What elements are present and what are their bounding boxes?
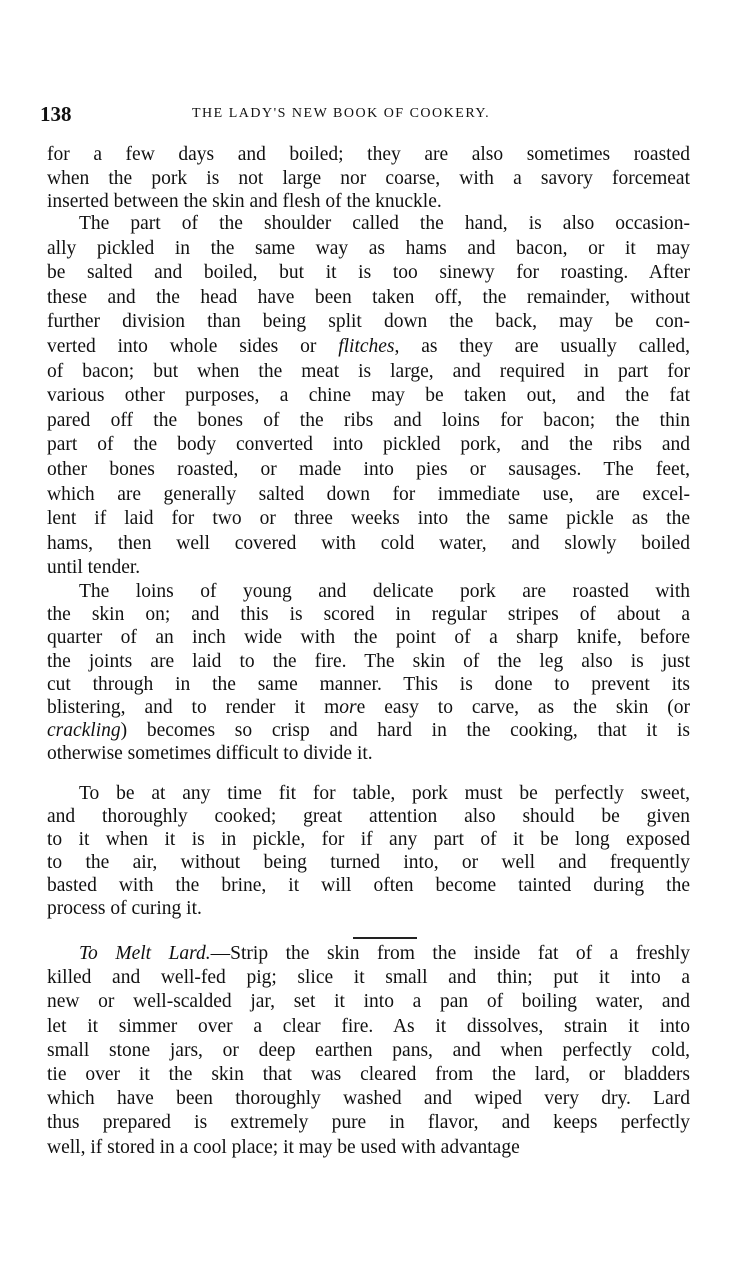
text-line: blistering, and to render it more easy to carve, as the skin (or	[47, 696, 690, 718]
text-line: the joints are laid to the fire. The skin of the leg also is just	[47, 650, 690, 672]
running-title: THE LADY'S NEW BOOK OF COOKERY.	[192, 106, 491, 121]
text-line: The loins of young and delicate pork are roasted with	[79, 581, 690, 602]
text-line: ally pickled in the same way as hams and bacon, or it may	[47, 237, 690, 259]
text-line: other bones roasted, or made into pies or sausages. The feet,	[47, 458, 690, 480]
text-line: for a few days and boiled; they are also sometimes roasted	[47, 144, 690, 165]
text-line: thus prepared is extremely pure in flavor, and keeps perfectly	[47, 1112, 690, 1134]
text-line: part of the body converted into pickled pork, and the ribs and	[47, 434, 690, 456]
text-line: process of curing it.	[47, 898, 202, 919]
text-line: new or well-scalded jar, set it into a pan of boiling water, and	[47, 991, 690, 1013]
text-line: crackling) becomes so crisp and hard in the cooking, that it is	[47, 720, 690, 742]
text-line: killed and well-fed pig; slice it small and thin; put it into a	[47, 967, 690, 989]
text-line: lent if laid for two or three weeks into the same pickle as the	[47, 508, 690, 530]
text-line: cut through in the same manner. This is done to prevent its	[47, 673, 690, 695]
text-line: various other purposes, a chine may be taken out, and the fat	[47, 385, 690, 407]
text-line: hams, then well covered with cold water, and slowly boiled	[47, 532, 690, 554]
text-line: which are generally salted down for immediate use, are excel-	[47, 483, 690, 505]
paragraph	[47, 143, 690, 214]
text-line: let it simmer over a clear fire. As it dissolves, strain it into	[47, 1015, 690, 1037]
text-line: to it when it is in pickle, for if any part of it be long exposed	[47, 829, 690, 850]
text-line: To Melt Lard.—Strip the skin from the inside fat of a freshly	[79, 943, 690, 964]
text-line: well, if stored in a cool place; it may be used with advantage	[47, 1136, 520, 1158]
text-line: of bacon; but when the meat is large, and required in part for	[47, 360, 690, 382]
text-line: The part of the shoulder called the hand, is also occasion-	[79, 213, 690, 234]
text-line: inserted between the skin and flesh of the knuckle.	[47, 191, 442, 212]
paragraph	[47, 782, 690, 920]
text-line: quarter of an inch wide with the point of a sharp knife, before	[47, 627, 690, 649]
paragraph	[47, 212, 690, 581]
text-line: when the pork is not large nor coarse, with a savory forcemeat	[47, 167, 690, 189]
text-line: otherwise sometimes difficult to divide it.	[47, 743, 373, 765]
text-line: tie over it the skin that was cleared from the lard, or bladders	[47, 1063, 690, 1085]
text-line: to the air, without being turned into, or well and frequently	[47, 852, 690, 873]
text-line: To be at any time fit for table, pork must be perfectly sweet,	[79, 783, 690, 804]
text-line: the skin on; and this is scored in regular stripes of about a	[47, 604, 690, 626]
page-header	[40, 102, 690, 126]
text-line: basted with the brine, it will often become tainted during the	[47, 875, 690, 896]
text-line: which have been thoroughly washed and wiped very dry. Lard	[47, 1088, 690, 1110]
text-line: small stone jars, or deep earthen pans, and when perfectly cold,	[47, 1039, 690, 1061]
text-line: these and the head have been taken off, the remainder, without	[47, 286, 690, 308]
text-line: verted into whole sides or flitches, as they are usually called,	[47, 335, 690, 357]
text-line: further division than being split down the back, may be con-	[47, 311, 690, 333]
recipe-paragraph	[47, 942, 690, 1160]
paragraph	[47, 580, 690, 766]
page-number: 138	[40, 102, 72, 126]
text-line: be salted and boiled, but it is too sinewy for roasting. After	[47, 262, 690, 284]
text-line: and thoroughly cooked; great attention also should be given	[47, 806, 690, 827]
text-line: pared off the bones of the ribs and loins for bacon; the thin	[47, 409, 690, 431]
text-line: until tender.	[47, 557, 141, 579]
section-divider	[353, 937, 417, 939]
